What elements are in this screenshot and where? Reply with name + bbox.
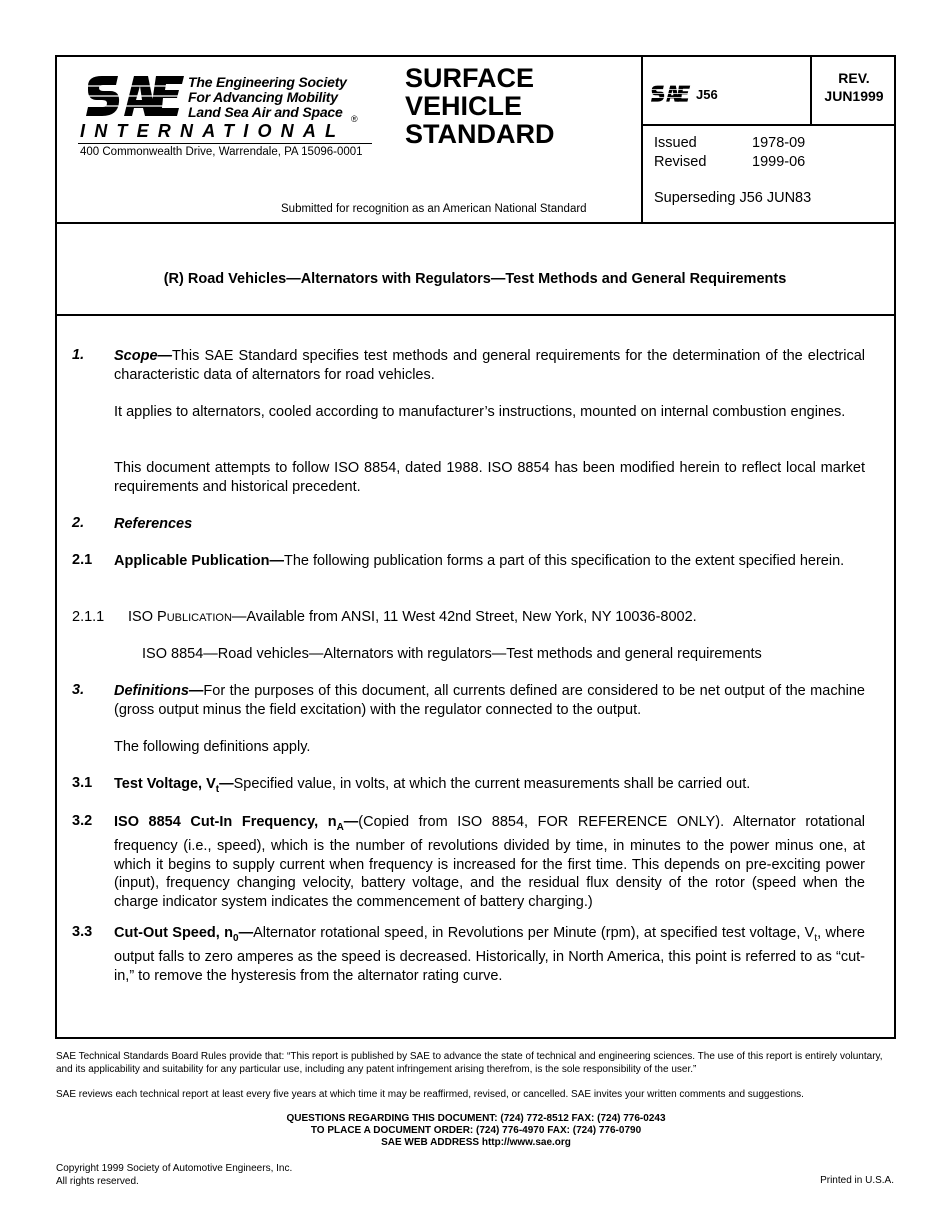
copyright: Copyright 1999 Society of Automotive Engineers, Inc. All rights reserved. (56, 1163, 293, 1187)
iso-publication-paragraph: ISO PUBLICATION—Available from ANSI, 11 West 42nd Street, New York, NY 10036-8002. (128, 609, 697, 625)
society-tagline: The Engineering Society For Advancing Mobility Land Sea Air and Space (188, 74, 347, 120)
references-heading: References (114, 516, 193, 532)
cut-in-frequency-definition: ISO 8854 Cut-In Frequency, $n_A—(Copied$ from ISO 8854, FOR REFERENCE ONLY). Alternator rotational frequency (i.e., speed), which is the number of revolutions divided by time, in minutes to the power minus one, at which it begins to supply current when frequency is increased for the first time. This depends on pre-exciting power (input), frequency changing velocity, battery voltage, and the residual flux density of the rotor (speed when the charge indicator system indicates the commencement of battery charging.) (114, 814, 865, 910)
scope-paragraph-2: It applies to alternators, cooled according to manufacturer’s instructions, mounted on internal combustion engines. (114, 404, 846, 420)
test-voltage-definition: Test Voltage, $V_t—Specified$ value, in volts, at which the current measurements shall be carried out. (114, 776, 751, 795)
docnum-divider (641, 124, 896, 126)
section-number: 2. (72, 515, 85, 531)
standards-board-rules: SAE Technical Standards Board Rules provide that: “This report is published by SAE to advance the state of technical and engineering sciences. The use of this report is entirely voluntary, and its applicability and suitability for any particular use, including any patent infringement arising therefrom, is the sole responsibility of the user.” (56, 1051, 883, 1075)
international-wordmark: INTERNATIONAL (80, 121, 346, 141)
printed-in: Printed in U.S.A. (820, 1175, 894, 1186)
issue-dates: Issued 1978-09 Revised 1999-06 (654, 135, 806, 170)
definitions-paragraph: Definitions—For the purposes of this document, all currents defined are considered to be net output of the machine (gross output minus the field excitation) with the regulator connected to the output. (114, 683, 865, 718)
applicable-publication-paragraph: Applicable Publication—The following publication forms a part of this specification to the extent specified herein. (114, 553, 845, 569)
section-number: 3.1 (72, 775, 93, 791)
section-number: 2.1 (72, 552, 93, 568)
contact-info: QUESTIONS REGARDING THIS DOCUMENT: (724) 772-8512 FAX: (724) 776-0243 TO PLACE A DOCUMENT ORDER: (724) 776-4970 FAX: (724) 776-0790 SAE WEB ADDRESS http://www.sae.org (286, 1113, 666, 1148)
section-number: 3.3 (72, 924, 93, 940)
superseding-note: Superseding J56 JUN83 (654, 190, 812, 206)
ansi-submission-note: Submitted for recognition as an American National Standard (281, 203, 587, 215)
cut-out-speed-definition: Cut-Out Speed, $n_0—Alternator$ rotational speed, in Revolutions per Minute (rpm), at specified test voltage, $V_t$, where output falls to zero amperes as the speed is decreased. Historically, in North America, this point is referred to as “cut-in,” to remove the hysteresis from the alternator rating curve. (114, 925, 865, 984)
section-number: 2.1.1 (72, 609, 105, 625)
title-divider (55, 314, 896, 316)
review-note: SAE reviews each technical report at least every five years at which time it may be reaffirmed, revised, or cancelled. SAE invites your written comments and suggestions. (56, 1089, 804, 1100)
document-title: (R) Road Vehicles—Alternators with Regulators—Test Methods and General Requirements (163, 271, 787, 287)
section-number: 3. (72, 682, 85, 698)
wordmark-underline (78, 143, 372, 144)
section-number: 1. (72, 347, 85, 363)
header-divider (55, 222, 896, 224)
iso-reference: ISO 8854—Road vehicles—Alternators with regulators—Test methods and general requirements (142, 646, 762, 662)
scope-paragraph: Scope—This SAE Standard specifies test methods and general requirements for the determination of the electrical characteristic data of alternators for road vehicles. (114, 348, 865, 383)
registered-mark: ® (351, 114, 358, 124)
revision-box: REV. JUN1999 (824, 70, 884, 104)
header-vertical-divider (641, 55, 643, 224)
document-type: SURFACE VEHICLE STANDARD (405, 63, 555, 149)
definitions-intro: The following definitions apply. (114, 739, 311, 755)
section-number: 3.2 (72, 813, 93, 829)
rev-vertical-divider (810, 55, 812, 126)
document-number: J56 (696, 87, 718, 102)
address: 400 Commonwealth Drive, Warrendale, PA 15096-0001 (80, 146, 363, 158)
sae-logo (86, 72, 186, 122)
scope-paragraph-3: This document attempts to follow ISO 8854, dated 1988. ISO 8854 has been modified herein to reflect local market requirements and historical precedent. (114, 460, 865, 495)
sae-small-logo (650, 84, 692, 104)
